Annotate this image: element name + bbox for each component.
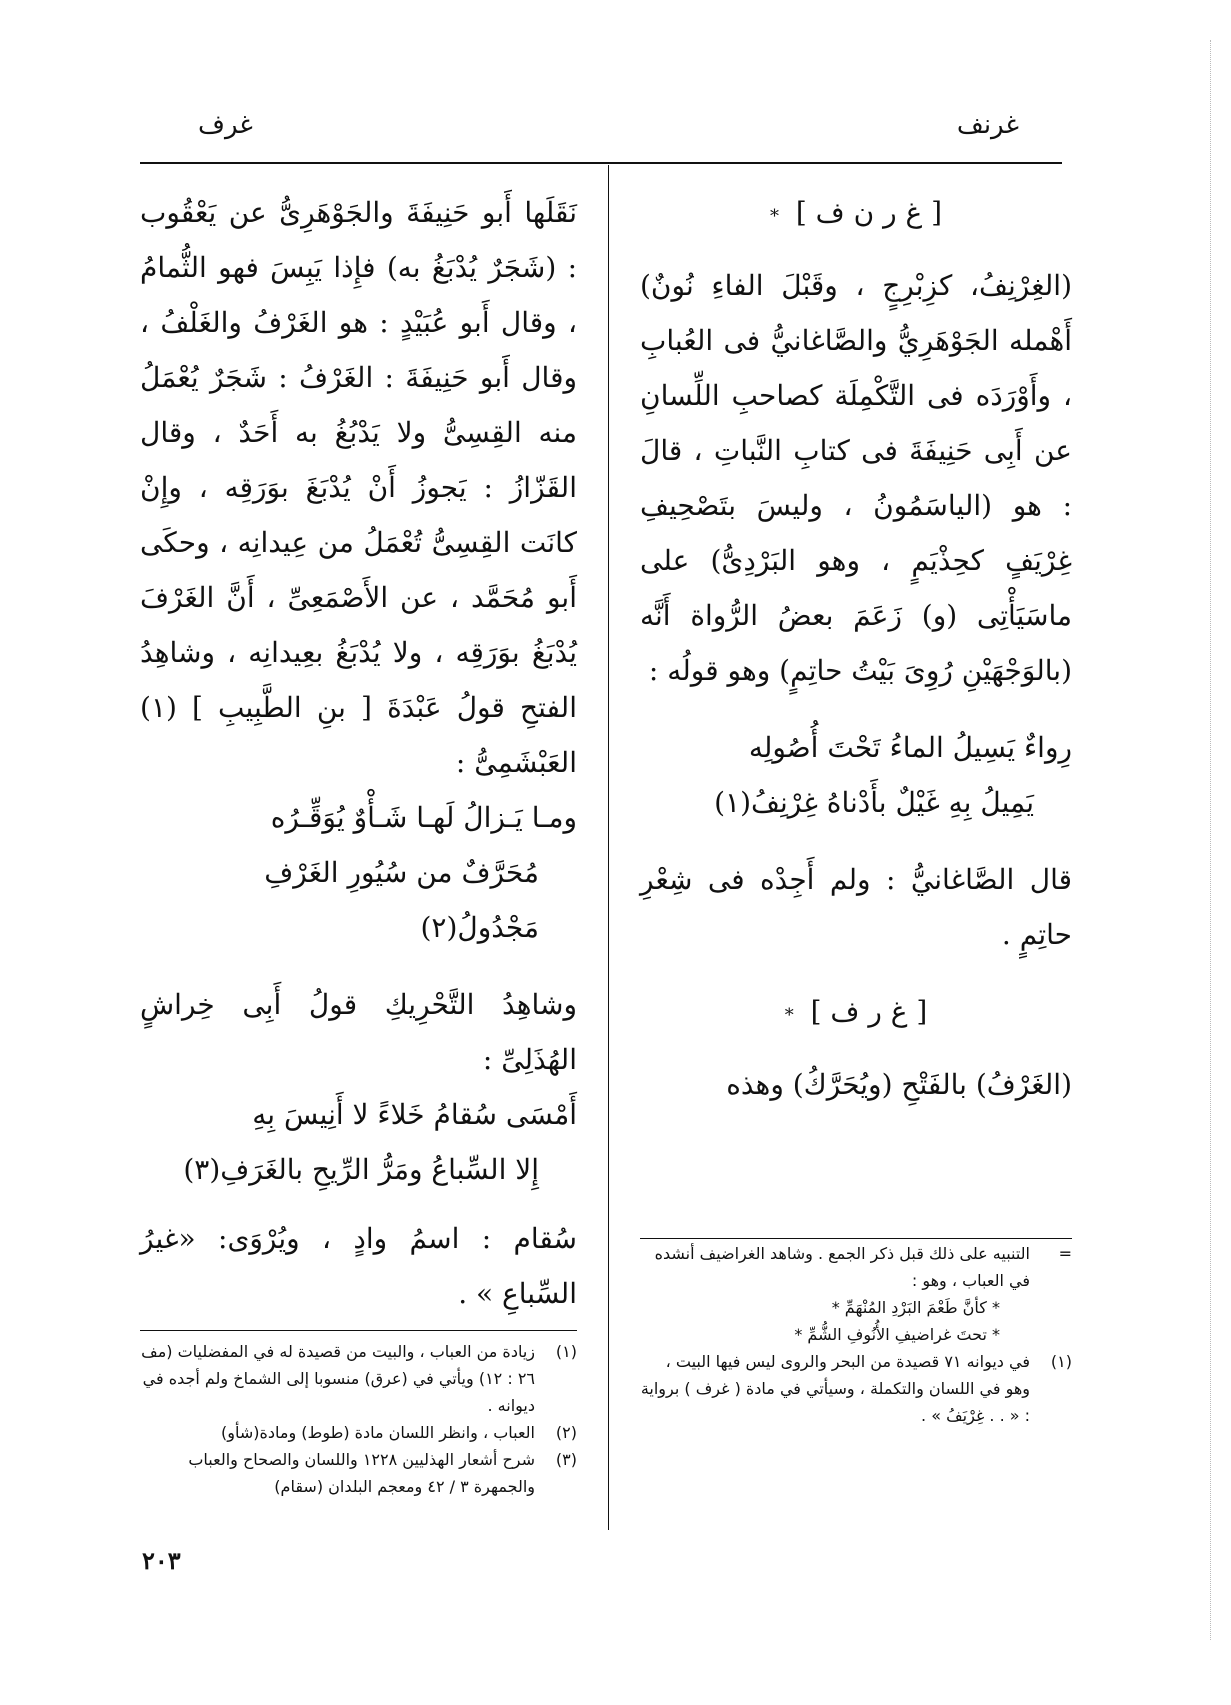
footnote-text: زيادة من العباب ، والبيت من قصيدة له في المفضليات (مف ٢٦ : ١٢) ويأتي في (عرق) منسوبا إلى الشماخ ولم أجده في ديوانه .: [141, 1342, 535, 1415]
verse-hemistich-1: رِواءٌ يَسِيلُ الماءُ تَحْتَ أُصُولِه: [748, 731, 1072, 764]
entry-paragraph: وشاهِدُ التَّحْرِيكِ قولُ أَبِى خِراشٍ الهُذَلِىِّ :: [140, 988, 577, 1076]
header-rule: [140, 162, 1062, 164]
spacer: [640, 244, 1072, 258]
verse-hemistich-1: أَمْسَى سُقامُ خَلاءً لا أَنِيسَ بِهِ: [252, 1098, 577, 1131]
footnote-verse-line: * كأنَّ طَعْمَ البَرْدِ المُنْهَمِّ *: [831, 1298, 1000, 1317]
footnote-text: [640, 1240, 1030, 1348]
verse-hemistich-2: مُحَرَّفٌ من سُيُورِ الغَرْفِ مَجْدُولُ(٢): [264, 856, 539, 944]
entry-paragraph: سُقام : اسمُ وادٍ ، ويُرْوَى: «غيرُ السِّباعِ » .: [140, 1222, 577, 1310]
entry-heading-text: [ غ ر ف ]: [810, 995, 928, 1028]
footnote-number: (١): [555, 1342, 577, 1361]
running-head-right: غرنف: [956, 110, 1019, 140]
page-number: ٢٠٣: [142, 1546, 181, 1575]
spacer: [640, 698, 1072, 720]
footnote-rule-left: [140, 1330, 577, 1331]
entry-paragraph: نَقَلَها أَبو حَنِيفَةَ والجَوْهَرِىُّ عن يَعْقُوب : (شَجَرٌ يُدْبَغُ به) فإِذا يَبِسَ فهو الثُّمامُ ، وقال أَبو عُبَيْدٍ : هو الغَرْفُ والغَلْفُ ، وقال أَبو حَنِيفَةَ : الغَرْفُ : شَجَرٌ يُعْمَلُ منه القِسِىُّ ولا يَدْبُغُ به أَحَدٌ ، وقال القَزّازُ : يَجوزُ أَنْ يُدْبَغَ بوَرَقِه ، وإِنْ كانَت القِسِىُّ تُعْمَلُ من عِيدانِه ، وحكَى أَبو مُحَمَّد ، عن الأَصْمَعِىِّ ، أَنَّ الغَرْفَ يُدْبَغُ بوَرَقِه ، ولا يُدْبَغُ بعِيدانِه ، وشاهِدُ الفتحِ قولُ عَبْدَةَ [ بنِ الطَّبِيبِ ] (١) العَبْشَمِىُّ :: [140, 196, 577, 779]
spacer: [140, 1197, 577, 1211]
footnote-item: [140, 1419, 577, 1446]
spacer: [640, 962, 1072, 984]
asterisk-icon: *: [769, 206, 779, 227]
entry-heading-text: [ غ ر ن ف ]: [795, 196, 943, 229]
verse: [140, 790, 577, 955]
footnotes-left: [140, 1338, 577, 1500]
left-column: [140, 185, 577, 1321]
footnotes-right: [640, 1240, 1072, 1429]
spacer: [140, 955, 577, 977]
running-head-left: غرف: [198, 110, 253, 140]
footnote-text: العباب ، وانظر اللسان مادة (طوط) ومادة(شأو): [221, 1423, 535, 1442]
entry-paragraph: (الغَرْفُ) بالفَتْحِ (ويُحَرَّكُ) وهذه: [726, 1068, 1072, 1101]
footnote-text: في ديوانه ٧١ قصيدة من البحر والروى ليس فيها البيت ، وهو في اللسان والتكملة ، وسيأتي في مادة ( غرف ) برواية : « . . غِرْيَفُ » .: [640, 1352, 1030, 1425]
entry-paragraph: قال الصَّاغانيُّ : ولم أَجِدْه فى شِعْرِ حاتِمٍ .: [640, 863, 1072, 951]
footnote-verse-line: * تحتَ غراضيفِ الأُنُوفِ الشُّمِّ *: [794, 1325, 1000, 1344]
footnote-number: (٢): [555, 1423, 577, 1442]
footnote-rule-right: [640, 1238, 1072, 1239]
entry-paragraph: (الغِرْنِفُ، كزِبْرِجٍ ، وقَبْلَ الفاءِ نُونٌ) أَهْمله الجَوْهَرِيُّ والصَّاغانيُّ فى العُبابِ ، وأَوْرَدَه فى التَّكْمِلَة كصاحبِ اللِّسانِ عن أَبِى حَنِيفَةَ فى كتابِ النَّباتِ ، قالَ : هو (الياسَمُونُ ، وليسَ بتَصْحِيفِ غِرْيَفٍ كحِذْيَمٍ ، وهو البَرْدِىُّ) على ماسَيَأْتِى (و) زَعَمَ بعضُ الرُّواة أَنَّه (بالوَجْهَيْنِ رُوِىَ بَيْتُ حاتِمٍ) وهو قولُه :: [640, 269, 1073, 687]
verse: [640, 720, 1072, 830]
entry-heading-ghrf: [640, 984, 1072, 1043]
footnote-item: [640, 1348, 1072, 1429]
asterisk-icon: *: [784, 1005, 794, 1026]
footnote-text: شرح أشعار الهذليين ١٢٢٨ واللسان والصحاح والعباب والجمهرة ٣ / ٤٢ ومعجم البلدان (سقام): [188, 1450, 535, 1496]
footnote-continuation-mark: =: [1058, 1244, 1072, 1263]
spacer: [640, 1043, 1072, 1057]
footnote-item: [140, 1338, 577, 1419]
margin-guide: [1210, 40, 1211, 1640]
entry-heading-ghrnf: [640, 185, 1072, 244]
right-column: [640, 185, 1072, 1112]
column-divider: [608, 165, 609, 1530]
footnote-item: [140, 1446, 577, 1500]
verse: [140, 1087, 577, 1197]
verse-hemistich-2: يَمِيلُ بِهِ غَيْلٌ بأَدْناهُ غِرْنِفُ(١): [714, 786, 1034, 819]
verse-hemistich-2: إِلا السِّباعُ ومَرُّ الرِّيحِ بالغَرَفِ(٣): [183, 1153, 539, 1186]
footnote-number: (١): [1050, 1352, 1072, 1371]
footnote-continuation: [640, 1240, 1072, 1348]
footnote-intro: التنبيه على ذلك قبل ذكر الجمع . وشاهد الغراضيف أنشده في العباب ، وهو :: [654, 1244, 1030, 1290]
footnote-number: (٣): [555, 1450, 577, 1469]
verse-hemistich-1: ومـا يَـزالُ لَهـا شَـأْوٌ يُوَقِّـرُه: [270, 801, 577, 834]
spacer: [640, 830, 1072, 852]
